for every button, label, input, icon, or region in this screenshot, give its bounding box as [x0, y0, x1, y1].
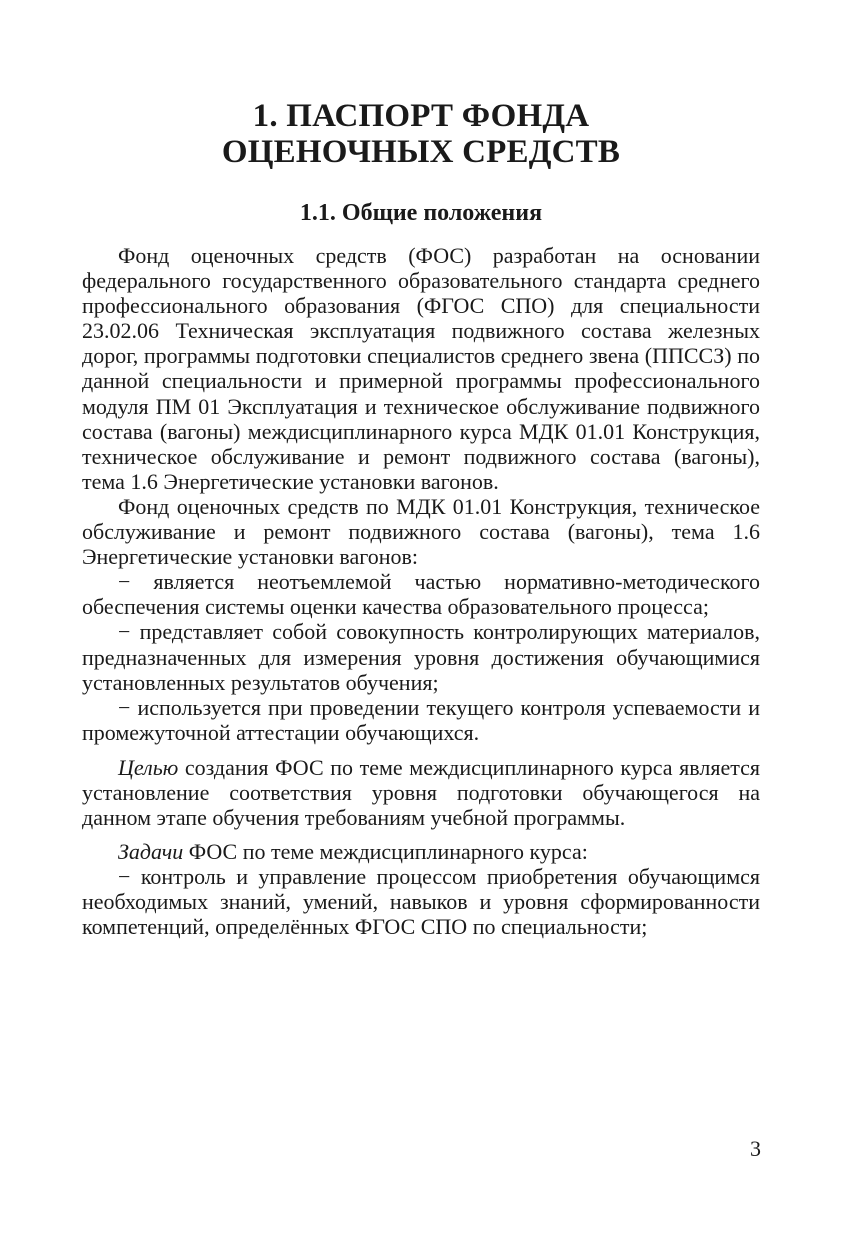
- page-number: 3: [750, 1136, 761, 1161]
- chapter-title-line-2: ОЦЕНОЧНЫХ СРЕДСТВ: [221, 134, 621, 170]
- paragraph-fos-description: Фонд оценочных средств по МДК 01.01 Конструкция, техническое обслуживание и ремонт подвижного состава (вагоны), тема 1.6 Энергетические установки вагонов:: [82, 493, 760, 570]
- paragraph-intro: Фонд оценочных средств (ФОС) разработан на основании федерального государственного образовательного стандарта среднего профессионального образования (ФГОС СПО) для специальности 23.02.06 Техническая эксплуатация подвижного состава железных дорог, программы подготовки специалистов среднего звена (ППССЗ) по данной специальности и примерной программы профессионального модуля ПМ 01 Эксплуатация и техническое обслуживание подвижного состава (вагоны) междисциплинарного курса МДК 01.01 Конструкция, техническое обслуживание и ремонт подвижного состава (вагоны), тема 1.6 Энергетические установки вагонов.: [82, 243, 760, 494]
- bullet-item: − является неотъемлемой частью нормативно-методического обеспечения системы оценки качества образовательного процесса;: [82, 569, 760, 620]
- chapter-title: [80, 98, 762, 170]
- goal-text: создания ФОС по теме междисциплинарного курса является установление соответствия уровня подготовки обучающегося на данном этапе обучения требованиям учебной программы.: [82, 754, 760, 831]
- section-heading: 1.1. Общие положения: [299, 200, 543, 226]
- tasks-text: ФОС по теме междисциплинарного курса:: [183, 839, 588, 865]
- goal-emphasis: Целью: [118, 754, 179, 780]
- document-body: [82, 243, 760, 940]
- chapter-title-line-1: 1. ПАСПОРТ ФОНДА: [252, 98, 590, 134]
- bullet-item: − используется при проведении текущего контроля успеваемости и промежуточной аттестации обучающихся.: [82, 694, 760, 745]
- paragraph-goal: [82, 755, 760, 830]
- paragraph-tasks: [82, 839, 760, 864]
- bullet-item: − представляет собой совокупность контролирующих материалов, предназначенных для измерения уровня достижения обучающимися установленных результатов обучения;: [82, 619, 760, 695]
- bullet-item: − контроль и управление процессом приобретения обучающимся необходимых знаний, умений, навыков и уровня сформированности компетенций, определённых ФГОС СПО по специальности;: [82, 864, 760, 940]
- tasks-emphasis: Задачи: [118, 839, 184, 865]
